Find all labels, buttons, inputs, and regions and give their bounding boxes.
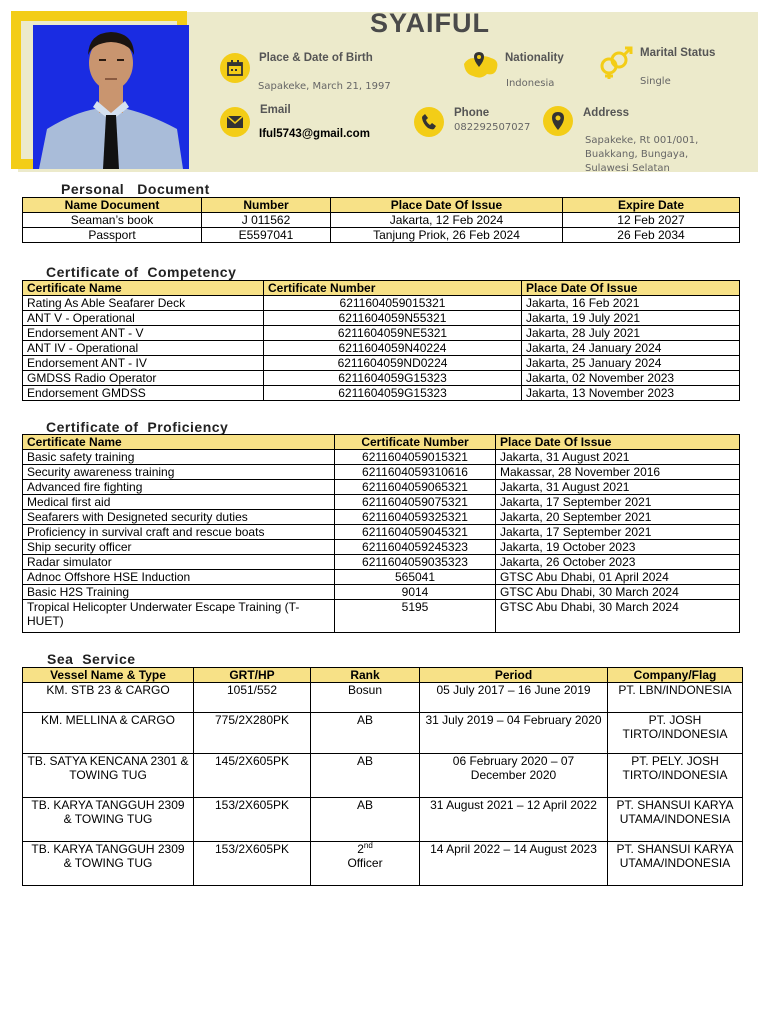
column-header: GRT/HP (194, 668, 311, 683)
cell (311, 842, 420, 886)
cell: 6211604059G15323 (264, 371, 522, 386)
cell: Jakarta, 31 August 2021 (496, 480, 740, 495)
cell: 5195 (335, 600, 496, 633)
table-row (23, 600, 740, 633)
cell: 153/2X605PK (194, 842, 311, 886)
cell: Medical first aid (23, 495, 335, 510)
cell: 6211604059245323 (335, 540, 496, 555)
cell: Jakarta, 13 November 2023 (522, 386, 740, 401)
cell: J 011562 (202, 213, 331, 228)
phone-label: Phone (454, 107, 490, 119)
column-header: Vessel Name & Type (23, 668, 194, 683)
cell: Jakarta, 02 November 2023 (522, 371, 740, 386)
cell: 31 August 2021 – 12 April 2022 (420, 798, 608, 842)
column-header: Expire Date (563, 198, 740, 213)
cell: PT. SHANSUI KARYA UTAMA/INDONESIA (608, 798, 743, 842)
cell: Bosun (311, 683, 420, 713)
cell: AB (311, 754, 420, 798)
address-label: Address (583, 107, 630, 119)
candidate-name: SYAIFUL (369, 8, 491, 38)
cell: Proficiency in survival craft and rescue boats (23, 525, 335, 540)
column-header: Certificate Name (23, 281, 264, 296)
cell: Tropical Helicopter Underwater Escape Training (T-HUET) (23, 600, 335, 633)
cell: 6211604059325321 (335, 510, 496, 525)
cell: 31 July 2019 – 04 February 2020 (420, 713, 608, 754)
table-row (23, 798, 743, 842)
personal-document-title: Personal Document (61, 181, 210, 197)
cell: 6211604059045321 (335, 525, 496, 540)
nationality-value: Indonesia (506, 78, 555, 89)
rank-suffix: nd (363, 841, 373, 850)
competency-title: Certificate of Competency (46, 264, 237, 280)
cell: Jakarta, 25 January 2024 (522, 356, 740, 371)
cell: 153/2X605PK (194, 798, 311, 842)
cell: AB (311, 798, 420, 842)
cell: Ship security officer (23, 540, 335, 555)
cell: GTSC Abu Dhabi, 01 April 2024 (496, 570, 740, 585)
cell: 26 Feb 2034 (563, 228, 740, 243)
address-value (585, 134, 698, 176)
cell: Adnoc Offshore HSE Induction (23, 570, 335, 585)
cell: 9014 (335, 585, 496, 600)
cell: Jakarta, 17 September 2021 (496, 525, 740, 540)
cell: PT. LBN/INDONESIA (608, 683, 743, 713)
cell: Jakarta, 26 October 2023 (496, 555, 740, 570)
calendar-icon (220, 53, 250, 83)
cell: 6211604059NE5321 (264, 326, 522, 341)
column-header: Certificate Name (23, 435, 335, 450)
table-row (23, 480, 740, 495)
proficiency-table (22, 434, 740, 633)
phone-icon (414, 107, 444, 137)
table-row (23, 495, 740, 510)
table-row (23, 326, 740, 341)
table-row (23, 228, 740, 243)
cell: 565041 (335, 570, 496, 585)
table-row (23, 540, 740, 555)
cell: Basic safety training (23, 450, 335, 465)
table-row (23, 754, 743, 798)
birth-value: Sapakeke, March 21, 1997 (258, 81, 391, 92)
cell: PT. SHANSUI KARYA UTAMA/INDONESIA (608, 842, 743, 886)
cell: Jakarta, 20 September 2021 (496, 510, 740, 525)
cell: AB (311, 713, 420, 754)
cell: Jakarta, 28 July 2021 (522, 326, 740, 341)
cell: Endorsement GMDSS (23, 386, 264, 401)
cell: TB. KARYA TANGGUH 2309 & TOWING TUG (23, 798, 194, 842)
table-row (23, 371, 740, 386)
rank-number: 2 (357, 842, 364, 856)
cell: 14 April 2022 – 14 August 2023 (420, 842, 608, 886)
sea-service-table (22, 667, 743, 886)
table-row (23, 341, 740, 356)
cell: Basic H2S Training (23, 585, 335, 600)
cell: Passport (23, 228, 202, 243)
cell: 145/2X605PK (194, 754, 311, 798)
column-header: Period (420, 668, 608, 683)
cell: GTSC Abu Dhabi, 30 March 2024 (496, 600, 740, 633)
address-line: Buakkang, Bungaya, (585, 149, 689, 160)
cell: Advanced fire fighting (23, 480, 335, 495)
table-row (23, 555, 740, 570)
gender-symbols-icon (597, 46, 635, 85)
cell: Jakarta, 19 July 2021 (522, 311, 740, 326)
cell: 6211604059N40224 (264, 341, 522, 356)
cell: Jakarta, 17 September 2021 (496, 495, 740, 510)
cell: Jakarta, 19 October 2023 (496, 540, 740, 555)
table-row (23, 713, 743, 754)
cell: Endorsement ANT - V (23, 326, 264, 341)
competency-table (22, 280, 740, 401)
profile-photo (33, 25, 189, 169)
cell: Jakarta, 31 August 2021 (496, 450, 740, 465)
cell: 06 February 2020 – 07 December 2020 (420, 754, 608, 798)
cell: E5597041 (202, 228, 331, 243)
column-header: Certificate Number (264, 281, 522, 296)
location-pin-icon (543, 106, 573, 136)
cell: ANT IV - Operational (23, 341, 264, 356)
table-row (23, 296, 740, 311)
cell: PT. PELY. JOSH TIRTO/INDONESIA (608, 754, 743, 798)
marital-label: Marital Status (640, 47, 716, 59)
email-value: Iful5743@gmail.com (259, 128, 370, 140)
table-row (23, 585, 740, 600)
table-row (23, 386, 740, 401)
column-header: Company/Flag (608, 668, 743, 683)
cell: 1051/552 (194, 683, 311, 713)
cell: 05 July 2017 – 16 June 2019 (420, 683, 608, 713)
cell: Security awareness training (23, 465, 335, 480)
cell: Seafarers with Designeted security duties (23, 510, 335, 525)
column-header: Place Date Of Issue (496, 435, 740, 450)
cell: 6211604059065321 (335, 480, 496, 495)
cell: Jakarta, 24 January 2024 (522, 341, 740, 356)
table-header-row (23, 281, 740, 296)
cell: Seaman’s book (23, 213, 202, 228)
cell: Makassar, 28 November 2016 (496, 465, 740, 480)
nationality-label: Nationality (505, 52, 564, 64)
cell: GTSC Abu Dhabi, 30 March 2024 (496, 585, 740, 600)
cell: 6211604059N55321 (264, 311, 522, 326)
email-icon (220, 107, 250, 137)
cell: 6211604059015321 (335, 450, 496, 465)
column-header: Rank (311, 668, 420, 683)
birth-label: Place & Date of Birth (259, 52, 373, 64)
column-header: Number (202, 198, 331, 213)
table-row (23, 465, 740, 480)
cell: 6211604059035323 (335, 555, 496, 570)
cell: 6211604059015321 (264, 296, 522, 311)
cell: 6211604059310616 (335, 465, 496, 480)
cell: Tanjung Priok, 26 Feb 2024 (331, 228, 563, 243)
column-header: Name Document (23, 198, 202, 213)
email-label: Email (260, 104, 291, 116)
cell: Jakarta, 16 Feb 2021 (522, 296, 740, 311)
address-line: Sulawesi Selatan (585, 163, 670, 174)
column-header: Place Date Of Issue (331, 198, 563, 213)
cell: ANT V - Operational (23, 311, 264, 326)
table-row (23, 842, 743, 886)
address-line: Sapakeke, Rt 001/001, (585, 135, 699, 146)
cell: Radar simulator (23, 555, 335, 570)
table-row (23, 525, 740, 540)
phone-value: 082292507027 (454, 122, 531, 133)
table-row (23, 450, 740, 465)
table-row (23, 570, 740, 585)
column-header: Certificate Number (335, 435, 496, 450)
proficiency-title: Certificate of Proficiency (46, 419, 229, 435)
table-header-row (23, 198, 740, 213)
marital-value: Single (640, 76, 671, 87)
cell: 12 Feb 2027 (563, 213, 740, 228)
map-icon (461, 50, 501, 87)
cell: Endorsement ANT - IV (23, 356, 264, 371)
cell: 775/2X280PK (194, 713, 311, 754)
cell: 6211604059G15323 (264, 386, 522, 401)
cell: PT. JOSH TIRTO/INDONESIA (608, 713, 743, 754)
cell: 6211604059ND0224 (264, 356, 522, 371)
table-row (23, 213, 740, 228)
cell: TB. KARYA TANGGUH 2309 & TOWING TUG (23, 842, 194, 886)
sea-service-title: Sea Service (47, 651, 136, 667)
cell: TB. SATYA KENCANA 2301 & TOWING TUG (23, 754, 194, 798)
cell: GMDSS Radio Operator (23, 371, 264, 386)
table-header-row (23, 435, 740, 450)
personal-document-table (22, 197, 740, 243)
table-row (23, 683, 743, 713)
table-row (23, 510, 740, 525)
table-row (23, 356, 740, 371)
cell: Rating As Able Seafarer Deck (23, 296, 264, 311)
cell: 6211604059075321 (335, 495, 496, 510)
rank-word: Officer (347, 856, 383, 870)
table-row (23, 311, 740, 326)
cell: KM. MELLINA & CARGO (23, 713, 194, 754)
table-header-row (23, 668, 743, 683)
cell: Jakarta, 12 Feb 2024 (331, 213, 563, 228)
cell: KM. STB 23 & CARGO (23, 683, 194, 713)
column-header: Place Date Of Issue (522, 281, 740, 296)
